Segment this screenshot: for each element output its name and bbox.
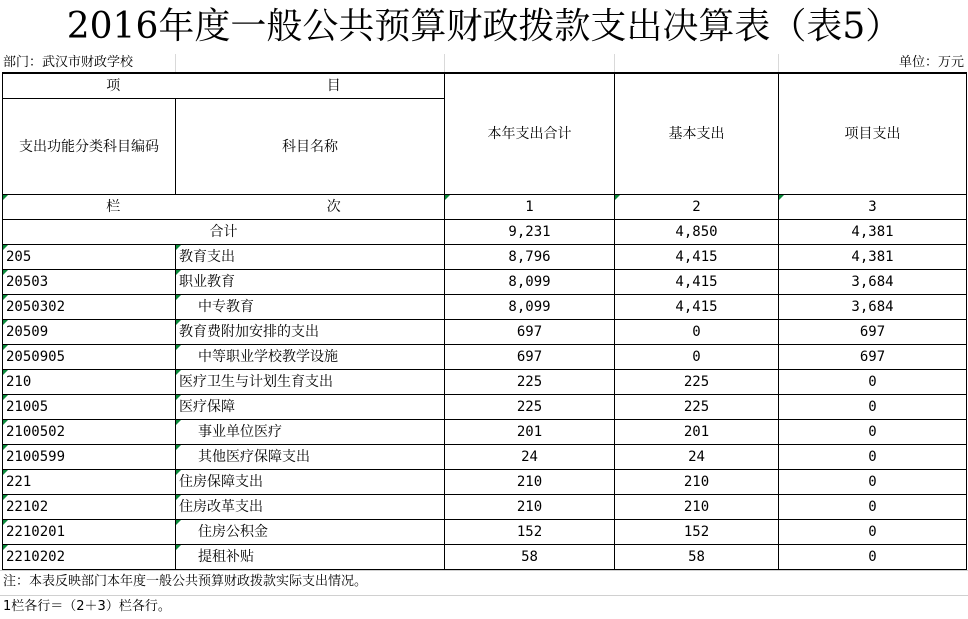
row-name-text: 中专教育 — [198, 299, 254, 315]
row-code-text: 2100502 — [6, 424, 66, 440]
row-basic-text: 152 — [683, 524, 710, 540]
row-basic[interactable] — [615, 420, 779, 445]
cell-marker-icon — [3, 345, 8, 350]
row-total[interactable] — [445, 270, 615, 295]
row-project-text: 0 — [868, 474, 877, 490]
cell-marker-icon — [176, 395, 181, 400]
row-name-text: 其他医疗保障支出 — [198, 449, 310, 465]
gridline — [444, 54, 445, 72]
table-row — [3, 395, 967, 420]
row-project[interactable] — [779, 270, 967, 295]
row-total-text: 24 — [521, 449, 538, 465]
row-basic-text: 4,415 — [675, 299, 718, 315]
table-row — [3, 495, 967, 520]
cell-marker-icon — [3, 195, 8, 200]
row-code[interactable] — [3, 470, 176, 495]
row-name-text: 住房保障支出 — [179, 474, 263, 490]
row-project-text: 0 — [868, 524, 877, 540]
row-code-text: 2050905 — [6, 349, 66, 365]
row-project-text: 4,381 — [851, 249, 894, 265]
row-project-text: 0 — [868, 374, 877, 390]
row-total-text: 152 — [516, 524, 543, 540]
row-basic-text: 225 — [683, 399, 710, 415]
row-total-text: 58 — [521, 549, 538, 565]
table-row — [3, 295, 967, 320]
gridline — [175, 54, 176, 72]
row-name-text: 住房改革支出 — [179, 499, 263, 515]
row-project-text: 0 — [868, 499, 877, 515]
row-code[interactable] — [3, 270, 176, 295]
row-code-text: 210 — [6, 374, 32, 390]
row-project-text: 3,684 — [851, 299, 894, 315]
row-basic-text: 0 — [692, 349, 701, 365]
row-basic-text: 24 — [688, 449, 705, 465]
gridline — [614, 54, 615, 72]
row-total-text: 210 — [516, 499, 543, 515]
header-total[interactable]: 本年支出合计 — [445, 73, 615, 195]
cell-marker-icon — [176, 495, 181, 500]
cell-marker-icon — [176, 370, 181, 375]
table-row — [3, 270, 967, 295]
cell-marker-icon — [176, 295, 181, 300]
row-name[interactable] — [176, 370, 445, 395]
cell-marker-icon — [176, 245, 181, 250]
row-name-text: 中等职业学校教学设施 — [198, 349, 338, 365]
row-basic-text: 210 — [683, 499, 710, 515]
total-row — [3, 220, 967, 245]
column-index-row — [3, 195, 967, 220]
row-total[interactable] — [445, 345, 615, 370]
row-project[interactable] — [779, 345, 967, 370]
row-name[interactable] — [176, 495, 445, 520]
row-name-text: 职业教育 — [179, 274, 235, 290]
total-total[interactable]: 9,231 — [445, 220, 615, 245]
cell-marker-icon — [3, 370, 8, 375]
row-name[interactable] — [176, 270, 445, 295]
row-basic-text: 225 — [683, 374, 710, 390]
row-basic-text: 58 — [688, 549, 705, 565]
total-basic[interactable]: 4,850 — [615, 220, 779, 245]
row-code-text: 2210201 — [6, 524, 66, 540]
cell-marker-icon — [3, 270, 8, 275]
unit-label: 单位：万元 — [898, 55, 964, 70]
row-total-text: 225 — [516, 374, 543, 390]
column-index-left: 栏 — [106, 199, 121, 215]
row-name[interactable] — [176, 545, 445, 570]
row-basic[interactable] — [615, 395, 779, 420]
cell-marker-icon — [445, 195, 450, 200]
cell-marker-icon — [3, 445, 8, 450]
row-project[interactable] — [779, 470, 967, 495]
row-basic[interactable] — [615, 370, 779, 395]
row-total[interactable] — [445, 295, 615, 320]
cell-marker-icon — [615, 195, 620, 200]
report-title: 2016年度一般公共预算财政拨款支出决算表（表5） — [66, 6, 902, 47]
header-row-item — [3, 73, 967, 99]
row-basic-text: 210 — [683, 474, 710, 490]
row-total[interactable] — [445, 420, 615, 445]
row-name[interactable] — [176, 520, 445, 545]
cell-marker-icon — [176, 420, 181, 425]
row-project[interactable] — [779, 520, 967, 545]
row-code-text: 2100599 — [6, 449, 66, 465]
cell-marker-icon — [3, 495, 8, 500]
cell-marker-icon — [176, 320, 181, 325]
row-code[interactable] — [3, 495, 176, 520]
row-name-text: 教育费附加安排的支出 — [179, 324, 319, 340]
row-basic-text: 0 — [692, 324, 701, 340]
row-name[interactable] — [176, 420, 445, 445]
row-total-text: 8,099 — [508, 274, 551, 290]
row-name[interactable] — [176, 295, 445, 320]
row-name[interactable] — [176, 470, 445, 495]
row-project[interactable] — [779, 295, 967, 320]
row-basic[interactable] — [615, 445, 779, 470]
row-total-text: 8,099 — [508, 299, 551, 315]
row-code[interactable] — [3, 445, 176, 470]
row-total-text: 8,796 — [508, 249, 551, 265]
row-name-text: 事业单位医疗 — [198, 424, 282, 440]
row-basic-text: 4,415 — [675, 249, 718, 265]
cell-marker-icon — [176, 520, 181, 525]
table-row — [3, 345, 967, 370]
column-index-right: 次 — [326, 199, 341, 215]
cell-marker-icon — [176, 345, 181, 350]
row-total[interactable] — [445, 470, 615, 495]
column-index-3[interactable]: 3 — [779, 195, 967, 220]
row-project-text: 0 — [868, 549, 877, 565]
column-index-1[interactable]: 1 — [445, 195, 615, 220]
row-project[interactable] — [779, 245, 967, 270]
row-basic-text: 4,415 — [675, 274, 718, 290]
row-basic[interactable] — [615, 545, 779, 570]
cell-marker-icon — [3, 395, 8, 400]
cell-marker-icon — [176, 470, 181, 475]
divider — [0, 595, 968, 596]
total-project[interactable]: 4,381 — [779, 220, 967, 245]
row-basic[interactable] — [615, 270, 779, 295]
row-project[interactable] — [779, 370, 967, 395]
row-project[interactable] — [779, 445, 967, 470]
item-header-right: 目 — [326, 78, 341, 94]
row-total[interactable] — [445, 495, 615, 520]
row-project[interactable] — [779, 545, 967, 570]
row-name-text: 住房公积金 — [198, 524, 268, 540]
row-total-text: 210 — [516, 474, 543, 490]
row-name-text: 教育支出 — [179, 249, 235, 265]
cell-marker-icon — [3, 545, 8, 550]
divider — [0, 570, 968, 571]
cell-marker-icon — [3, 295, 8, 300]
row-code[interactable] — [3, 320, 176, 345]
row-project[interactable] — [779, 495, 967, 520]
row-code[interactable] — [3, 370, 176, 395]
row-code[interactable] — [3, 545, 176, 570]
row-project-text: 0 — [868, 399, 877, 415]
budget-table — [2, 72, 967, 570]
row-basic[interactable] — [615, 295, 779, 320]
row-project[interactable] — [779, 395, 967, 420]
cell-marker-icon — [3, 245, 8, 250]
gridline — [778, 54, 779, 72]
footnote-1: 注：本表反映部门本年度一般公共预算财政拨款实际支出情况。 — [3, 574, 368, 589]
row-basic-text: 201 — [683, 424, 710, 440]
row-project-text: 0 — [868, 449, 877, 465]
row-total-text: 201 — [516, 424, 543, 440]
row-name-text: 提租补贴 — [198, 549, 254, 565]
row-total[interactable] — [445, 245, 615, 270]
row-code[interactable] — [3, 345, 176, 370]
cell-marker-icon — [779, 195, 784, 200]
header-code[interactable]: 支出功能分类科目编码 — [3, 99, 176, 195]
row-name[interactable] — [176, 320, 445, 345]
header-basic[interactable]: 基本支出 — [615, 73, 779, 195]
row-total-text: 697 — [516, 349, 543, 365]
column-index-label-cell[interactable] — [3, 195, 445, 220]
table-row — [3, 445, 967, 470]
cell-marker-icon — [176, 445, 181, 450]
cell-marker-icon — [176, 270, 181, 275]
row-total-text: 225 — [516, 399, 543, 415]
cell-marker-icon — [3, 320, 8, 325]
table-row — [3, 520, 967, 545]
row-code[interactable] — [3, 520, 176, 545]
row-name[interactable] — [176, 395, 445, 420]
footnote-2: 1栏各行＝（2＋3）栏各行。 — [3, 599, 171, 614]
header-project[interactable]: 项目支出 — [779, 73, 967, 195]
row-total[interactable] — [445, 545, 615, 570]
row-total-text: 697 — [516, 324, 543, 340]
row-name[interactable] — [176, 345, 445, 370]
table-row — [3, 470, 967, 495]
column-index-2[interactable]: 2 — [615, 195, 779, 220]
item-header-left: 项 — [106, 78, 121, 94]
row-name-text: 医疗卫生与计划生育支出 — [179, 374, 333, 390]
row-name-text: 医疗保障 — [179, 399, 235, 415]
row-code[interactable] — [3, 295, 176, 320]
row-basic[interactable] — [615, 520, 779, 545]
item-header-cell — [3, 73, 445, 99]
row-code[interactable] — [3, 245, 176, 270]
table-row — [3, 245, 967, 270]
row-total[interactable] — [445, 320, 615, 345]
table-row — [3, 420, 967, 445]
row-code-text: 22102 — [6, 499, 49, 515]
row-project[interactable] — [779, 420, 967, 445]
row-total[interactable] — [445, 520, 615, 545]
cell-marker-icon — [176, 545, 181, 550]
row-code-text: 221 — [6, 474, 32, 490]
row-total[interactable] — [445, 445, 615, 470]
cell-marker-icon — [3, 470, 8, 475]
row-code-text: 205 — [6, 249, 32, 265]
row-name[interactable] — [176, 445, 445, 470]
row-code[interactable] — [3, 420, 176, 445]
data-rows — [3, 245, 967, 570]
row-code-text: 2050302 — [6, 299, 66, 315]
row-basic[interactable] — [615, 245, 779, 270]
row-project-text: 0 — [868, 424, 877, 440]
row-code[interactable] — [3, 395, 176, 420]
row-project-text: 697 — [859, 349, 886, 365]
row-code-text: 2210202 — [6, 549, 66, 565]
row-code-text: 20503 — [6, 274, 49, 290]
table-row — [3, 320, 967, 345]
row-project-text: 697 — [859, 324, 886, 340]
row-basic[interactable] — [615, 345, 779, 370]
cell-marker-icon — [3, 520, 8, 525]
table-row — [3, 545, 967, 570]
department-label: 部门：武汉市财政学校 — [3, 55, 134, 70]
row-code-text: 21005 — [6, 399, 49, 415]
row-total[interactable] — [445, 395, 615, 420]
row-basic[interactable] — [615, 470, 779, 495]
row-name[interactable] — [176, 245, 445, 270]
row-project-text: 3,684 — [851, 274, 894, 290]
row-project[interactable] — [779, 320, 967, 345]
row-basic[interactable] — [615, 320, 779, 345]
row-total[interactable] — [445, 370, 615, 395]
total-label[interactable]: 合计 — [3, 220, 445, 245]
header-name[interactable]: 科目名称 — [176, 99, 445, 195]
cell-marker-icon — [3, 420, 8, 425]
table-row — [3, 370, 967, 395]
row-code-text: 20509 — [6, 324, 49, 340]
row-basic[interactable] — [615, 495, 779, 520]
